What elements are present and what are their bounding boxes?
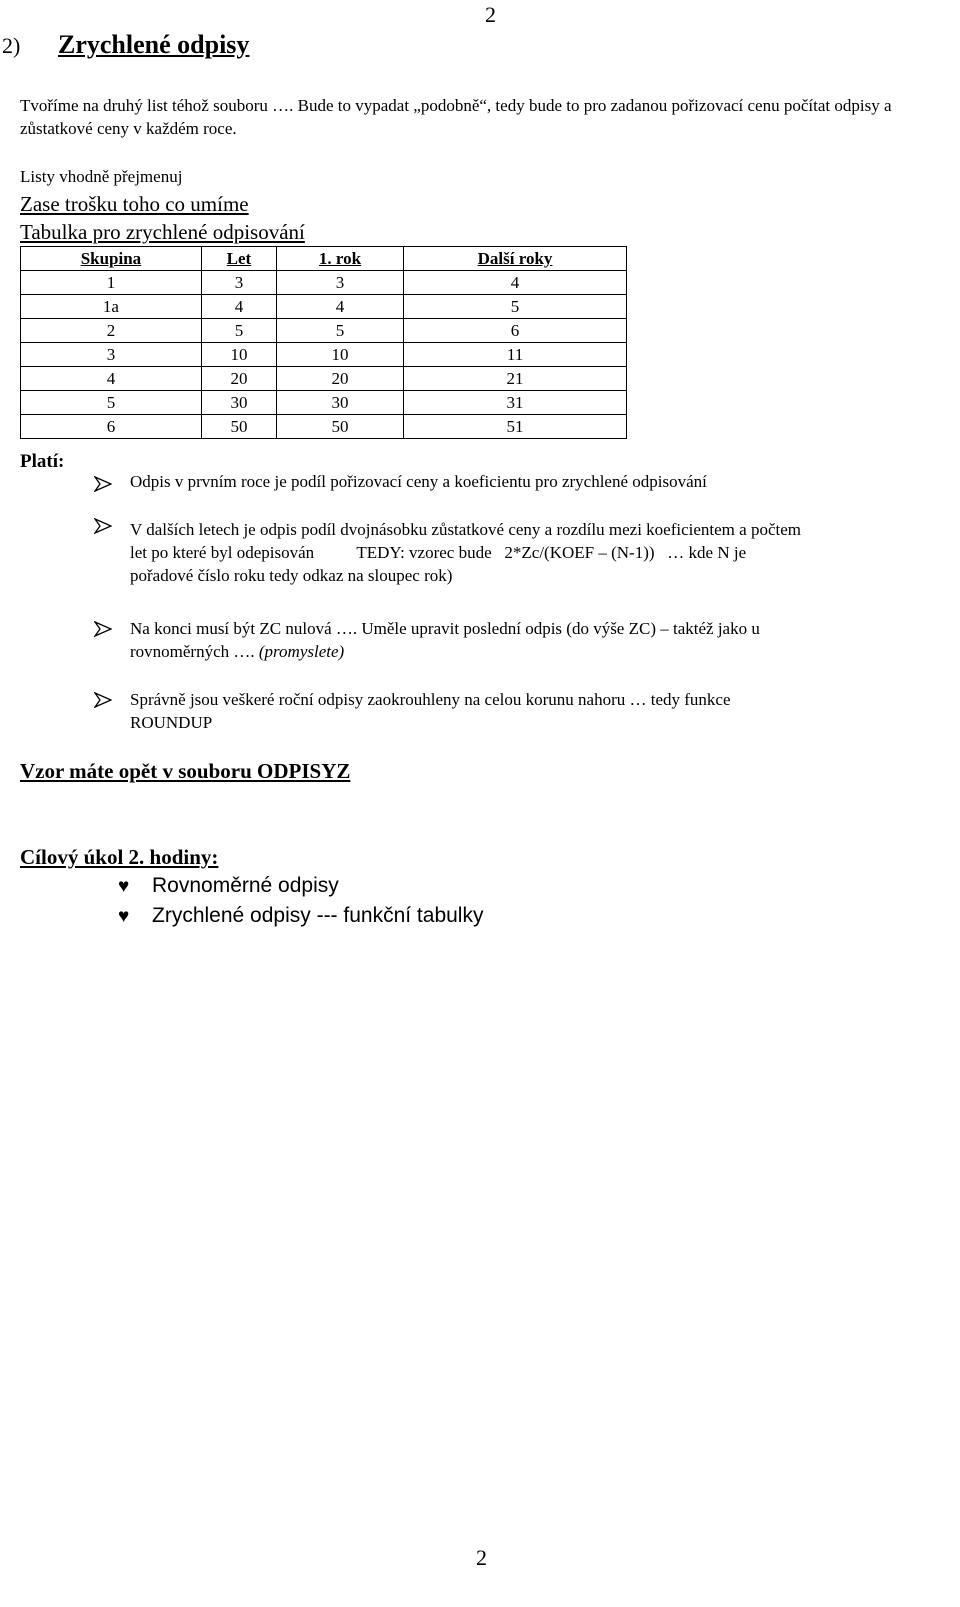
heart-icon: ♥ — [118, 876, 130, 897]
goal-title: Cílový úkol 2. hodiny: — [20, 845, 219, 869]
table-cell: 5 — [201, 319, 276, 343]
table-cell: 10 — [201, 343, 276, 367]
table-row — [21, 319, 627, 343]
table-row — [21, 295, 627, 319]
rule-roundup-line1: Správně jsou veškeré roční odpisy zaokrouhleny na celou korunu nahoru … tedy funkce — [130, 690, 731, 709]
table-row — [21, 343, 627, 367]
rule-roundup-line2: ROUNDUP — [130, 713, 213, 732]
table-header-cell: Let — [201, 247, 276, 271]
table-cell: 6 — [404, 319, 627, 343]
arrowhead-bullet-icon — [94, 476, 112, 492]
table-cell: 3 — [277, 271, 404, 295]
goal-item: Zrychlené odpisy --- funkční tabulky — [152, 904, 484, 927]
table-cell: 50 — [201, 415, 276, 439]
sample-file-note: Vzor máte opět v souboru ODPISYZ — [20, 759, 351, 783]
goal-item: Rovnoměrné odpisy — [152, 874, 339, 897]
rule-zero-residual-note: (promyslete) — [258, 642, 345, 661]
table-cell: 5 — [404, 295, 627, 319]
section-title: Zrychlené odpisy — [58, 30, 250, 59]
subheading-review: Zase trošku toho co umíme — [20, 192, 249, 216]
table-header-cell: Skupina — [21, 247, 202, 271]
table-cell: 31 — [404, 391, 627, 415]
heart-icon: ♥ — [118, 906, 130, 927]
table-row — [21, 415, 627, 439]
table-cell: 3 — [21, 343, 202, 367]
table-row — [21, 391, 627, 415]
rules-label: Platí: — [20, 451, 65, 472]
section-number: 2) — [2, 33, 21, 58]
depreciation-coefficient-table — [20, 246, 627, 439]
table-cell: 1a — [21, 295, 202, 319]
table-cell: 4 — [201, 295, 276, 319]
table-cell: 1 — [21, 271, 202, 295]
arrowhead-bullet-icon — [94, 692, 112, 708]
table-row — [21, 367, 627, 391]
table-cell: 20 — [201, 367, 276, 391]
rule-next-years-line2: let po které byl odepisován TEDY: vzorec bude 2*Zc/(KOEF – (N-1)) … kde N je — [130, 543, 747, 562]
rule-zero-residual-line2 — [130, 640, 945, 663]
page-number-bottom: 2 — [476, 1545, 487, 1570]
table-cell: 51 — [404, 415, 627, 439]
table-cell: 5 — [277, 319, 404, 343]
table-cell: 10 — [277, 343, 404, 367]
rename-instruction: Listy vhodně přejmenuj — [20, 167, 183, 186]
table-header-cell: 1. rok — [277, 247, 404, 271]
rule-zero-residual-line1: Na konci musí být ZC nulová …. Uměle upravit poslední odpis (do výše ZC) – taktéž jako u — [130, 619, 760, 638]
table-header-row — [21, 247, 627, 271]
table-cell: 4 — [21, 367, 202, 391]
table-cell: 3 — [201, 271, 276, 295]
rule-next-years-line1: V dalších letech je odpis podíl dvojnásobku zůstatkové ceny a rozdílu mezi koeficientem a počtem — [130, 520, 801, 539]
table-cell: 2 — [21, 319, 202, 343]
arrowhead-bullet-icon — [94, 518, 112, 534]
subheading-table-title: Tabulka pro zrychlené odpisování — [20, 220, 305, 244]
table-header-cell: Další roky — [404, 247, 627, 271]
table-cell: 30 — [201, 391, 276, 415]
page-number-top: 2 — [485, 2, 496, 27]
table-cell: 21 — [404, 367, 627, 391]
table-row — [21, 271, 627, 295]
table-cell: 50 — [277, 415, 404, 439]
table-cell: 4 — [404, 271, 627, 295]
table-cell: 6 — [21, 415, 202, 439]
table-cell: 5 — [21, 391, 202, 415]
intro-paragraph: Tvoříme na druhý list téhož souboru …. Bude to vypadat „podobně“, tedy bude to pro zadanou pořizovací cenu počítat odpisy a zůstatkové ceny v každém roce. — [20, 96, 892, 138]
rule-first-year: Odpis v prvním roce je podíl pořizovací ceny a koeficientu pro zrychlené odpisování — [130, 472, 707, 491]
table-cell: 30 — [277, 391, 404, 415]
table-cell: 20 — [277, 367, 404, 391]
rule-zero-residual-text: rovnoměrných …. — [130, 642, 259, 661]
table-cell: 11 — [404, 343, 627, 367]
arrowhead-bullet-icon — [94, 621, 112, 637]
table-cell: 4 — [277, 295, 404, 319]
rule-next-years-line3: pořadové číslo roku tedy odkaz na sloupec rok) — [130, 566, 453, 585]
